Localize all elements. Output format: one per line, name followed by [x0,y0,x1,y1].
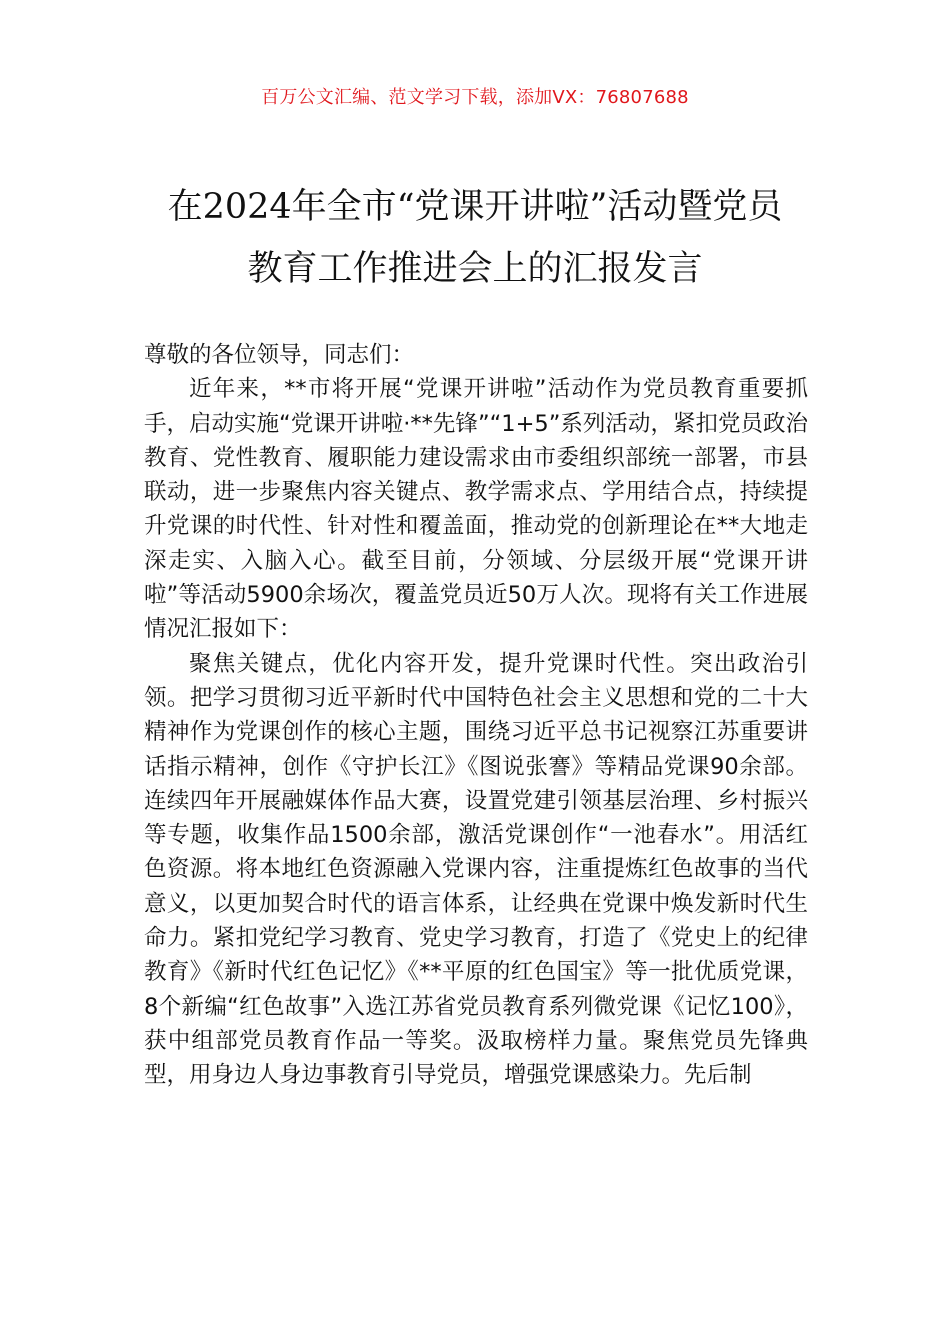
document-body [144,338,808,1093]
title-line-2: 教育工作推进会上的汇报发言 [247,249,703,289]
header-watermark-note: 百万公文汇编、范文学习下载，添加VX：76807688 [261,87,689,108]
salutation: 尊敬的各位领导，同志们： [144,342,415,368]
title-line-1: 在2024年全市“党课开讲啦”活动暨党员 [167,187,783,227]
paragraph-2: 聚焦关键点，优化内容开发，提升党课时代性。突出政治引领。把学习贯彻习近平新时代中国特色社会主义思想和党的二十大精神作为党课创作的核心主题，围绕习近平总书记视察江苏重要讲话指示精神，创作《守护长江》《图说张謇》等精品党课90余部。连续四年开展融媒体作品大赛，设置党建引领基层治理、乡村振兴等专题，收集作品1500余部，激活党课创作“一池春水”。用活红色资源。将本地红色资源融入党课内容，注重提炼红色故事的当代意义，以更加契合时代的语言体系，让经典在党课中焕发新时代生命力。紧扣党纪学习教育、党史学习教育，打造了《党史上的纪律教育》《新时代红色记忆》《**平原的红色国宝》等一批优质党课，8个新编“红色故事”入选江苏省党员教育系列微党课《记忆100》，获中组部党员教育作品一等奖。汲取榜样力量。聚焦党员先锋典型，用身边人身边事教育引导党员，增强党课感染力。先后制 [144,650,808,1089]
document-title [60,176,890,300]
paragraph-1: 近年来，**市将开展“党课开讲啦”活动作为党员教育重要抓手，启动实施“党课开讲啦·**先锋”“1+5”系列活动，紧扣党员政治教育、党性教育、履职能力建设需求由市委组织部统一部署，市县联动，进一步聚焦内容关键点、教学需求点、学用结合点，持续提升党课的时代性、针对性和覆盖面，推动党的创新理论在**大地走深走实、入脑入心。截至目前，分领域、分层级开展“党课开讲啦”等活动5900余场次，覆盖党员近50万人次。现将有关工作进展情况汇报如下： [144,376,808,643]
